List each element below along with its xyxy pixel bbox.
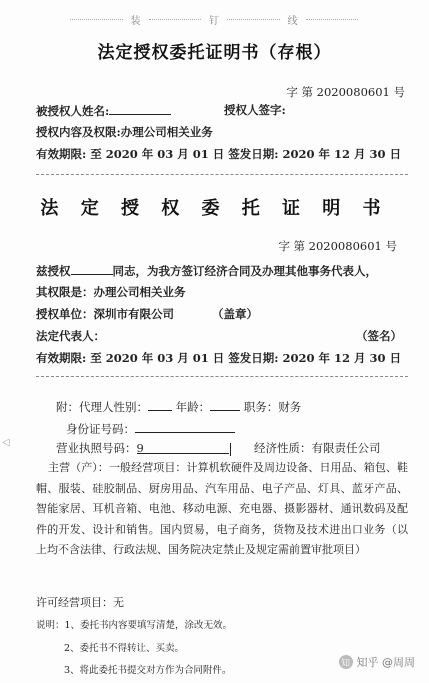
- cert-name-blank: [71, 262, 113, 275]
- license-label: 营业执照号码：: [56, 441, 137, 455]
- position-value: 财务: [278, 400, 302, 414]
- cert-number: 字 第 2020080601 号: [278, 239, 397, 253]
- stub-scope: 授权内容及权限:办理公司相关业务: [36, 125, 213, 139]
- cert-validity: 有效期限: 至 2020 年 03 月 01 日 签发日期: 2020 年 12 月 30 日: [36, 351, 402, 365]
- stub-title: 法定授权委托证明书（存根）: [97, 43, 332, 63]
- zhihu-icon: 知: [339, 655, 353, 669]
- note-3: 3、将此委托书提交对方作为合同附件。: [64, 665, 232, 676]
- note-1: 说明：1、委托书内容要填写清楚，涂改无效。: [36, 620, 233, 631]
- margin-mark: ◁: [2, 437, 10, 448]
- nature-value: 有限责任公司: [311, 441, 381, 455]
- binding-char-right: 线: [287, 15, 298, 27]
- cert-sign: （签名）: [356, 329, 402, 343]
- position-label: 职务：: [243, 400, 279, 414]
- cert-unit: 授权单位：深圳市有限公司: [36, 307, 174, 321]
- cut-separator: [36, 174, 408, 175]
- cert-rep-label: 法定代表人：: [36, 329, 105, 343]
- note-2: 2、委托书不得转让、买卖。: [64, 643, 185, 654]
- cert-intro: [36, 262, 377, 279]
- license-row: [56, 440, 231, 456]
- binding-char-left: 装: [130, 15, 141, 27]
- watermark-text: 知乎 @周周: [356, 656, 415, 669]
- id-blank: [135, 420, 235, 433]
- binding-line: [62, 12, 366, 26]
- age-label: 年龄：: [175, 400, 211, 414]
- license-value: 9: [136, 441, 144, 455]
- cert-seal: （盖章）: [212, 307, 258, 321]
- watermark: [339, 654, 416, 670]
- cert-intro-prefix: 兹授权: [36, 264, 71, 278]
- stub-signature-label: 授权人签字:: [224, 103, 286, 117]
- stub-number: 字 第 2020080601 号: [286, 85, 405, 99]
- permit-line: 许可经营项目：无: [36, 596, 124, 609]
- stub-name-blank: [109, 102, 171, 115]
- business-scope: 主营（产）：一般经营项目：计算机软硬件及周边设备、日用品、箱包、鞋帽、服装、硅胶制品、厨房用品、汽车用品、电子产品、灯具、蓝牙产品、智能家居、耳机音箱、电池、移动电源、充电器、摄影器材、通讯数码及配件的开发、设计和销售。国内贸易，电子商务，货物及技术进出口业务（以上均不含法律、行政法规、国务院决定禁止及规定需前置审批项目）: [36, 461, 408, 556]
- nature-label: 经济性质：: [254, 441, 312, 455]
- stub-name-row: [36, 102, 171, 119]
- cert-title: 法 定 授 权 委 托 证 明 书: [40, 198, 389, 219]
- binding-char-middle: 钉: [209, 15, 219, 27]
- stub-name-label: 被授权人姓名:: [36, 104, 110, 118]
- id-row: [66, 420, 235, 437]
- license-field[interactable]: [137, 441, 229, 454]
- text-cursor: [230, 443, 231, 456]
- gender-blank: [148, 398, 172, 411]
- id-label: 身份证号码：: [66, 422, 135, 436]
- attach-info-row: [56, 398, 301, 415]
- nature-row: [254, 440, 381, 456]
- gender-label: 附：代理人性别：: [56, 400, 148, 414]
- section-separator: [36, 376, 408, 377]
- age-blank: [210, 398, 240, 411]
- cert-scope: 其权限是：办理公司相关业务: [36, 285, 186, 299]
- cert-intro-suffix: 同志，为我方签订经济合同及办理其他事务代表人，: [112, 264, 377, 278]
- stub-validity: 有效期限: 至 2020 年 03 月 01 日 签发日期: 2020 年 12 月 30 日: [36, 147, 402, 161]
